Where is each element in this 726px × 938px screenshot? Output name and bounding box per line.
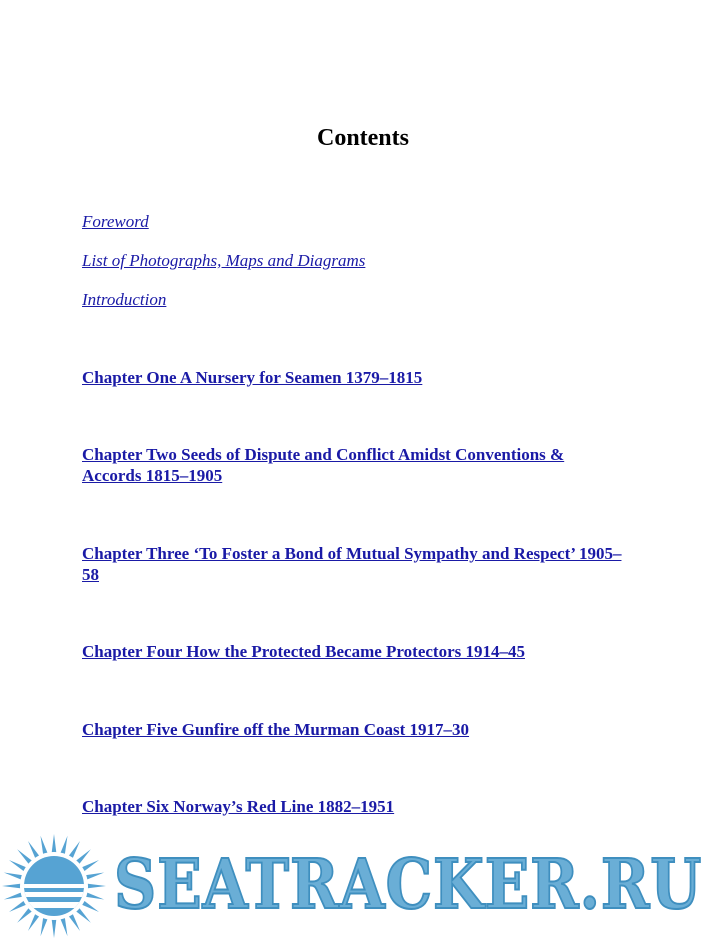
sun-ray [9,900,27,912]
toc-link-chapter-four[interactable]: Chapter Four How the Protected Became Protectors 1914–45 [82,642,525,661]
sun-ray [60,836,67,855]
sun-ray [2,884,21,889]
sun-ray [9,860,27,872]
sun-ray [81,860,99,872]
watermark-text: SEATRACKER.RU [114,845,703,925]
toc-link-chapter-six[interactable]: Chapter Six Norway’s Red Line 1882–1951 [82,797,395,816]
toc-link-chapter-three[interactable]: Chapter Three ‘To Foster a Bond of Mutual Sympathy and Respect’ 1905–58 [82,544,622,584]
sun-ray [4,892,23,899]
toc-link-foreword[interactable]: Foreword [82,212,149,231]
sun-ray [52,919,57,938]
sun-ray [41,917,48,936]
sun-ray [85,873,104,880]
sun-ray [4,873,23,880]
sun-ray [28,841,40,859]
toc-link-chapter-five[interactable]: Chapter Five Gunfire off the Murman Coast 1917–30 [82,720,470,739]
toc-link-introduction[interactable]: Introduction [82,290,167,309]
sun-ray [68,841,80,859]
toc-link-chapter-one[interactable]: Chapter One A Nursery for Seamen 1379–1815 [82,368,423,387]
toc-link-list-of-photographs[interactable]: List of Photographs, Maps and Diagrams [82,251,366,270]
sun-ray [87,884,106,889]
toc-link-chapter-two[interactable]: Chapter Two Seeds of Dispute and Conflict Amidst Conventions & Accords 1815–1905 [82,445,565,485]
sun-ray [68,913,80,931]
sun-ray [60,917,67,936]
sun-ray [85,892,104,899]
sun-ray [28,913,40,931]
sun-ray [41,836,48,855]
sun-ray [52,834,57,853]
sun-ray [81,900,99,912]
page-title: Contents [316,125,409,151]
